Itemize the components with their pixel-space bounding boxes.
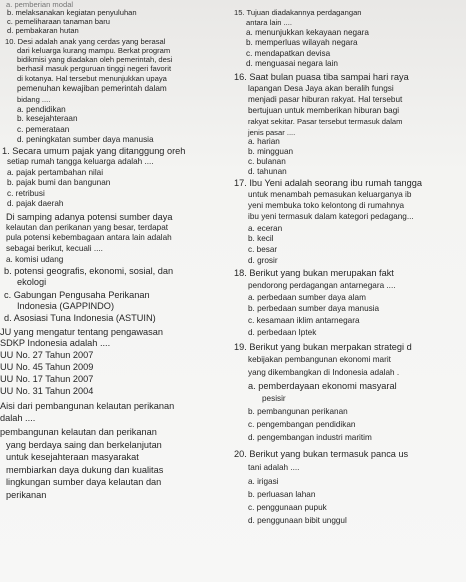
option-line: c. bulanan	[248, 157, 286, 166]
option-line: d. peningkatan sumber daya manusia	[17, 135, 154, 144]
option-line: d. pajak daerah	[7, 199, 64, 208]
question-line: bidang ....	[17, 95, 51, 104]
option-line: c. pemerataan	[17, 125, 70, 134]
option-line: d. pembakaran hutan	[7, 26, 79, 35]
question-line: kelautan dan perikanan yang besar, terdapat	[6, 223, 169, 232]
question-line: dalah ....	[0, 413, 36, 423]
question-line: kebijakan pembangunan ekonomi marit	[248, 355, 391, 364]
question-line: 18. Berikut yang bukan merupakan fakt	[234, 268, 394, 278]
option-line: b. melaksanakan kegiatan penyuluhan	[7, 8, 137, 17]
option-line: pesisir	[262, 394, 286, 403]
option-line: c. Gabungan Pengusaha Perikanan	[4, 290, 150, 300]
option-line: c. penggunaan pupuk	[248, 503, 327, 512]
option-line: a. pemberian modal	[6, 0, 74, 9]
question-line: 17. Ibu Yeni adalah seorang ibu rumah tangga	[234, 178, 422, 188]
option-line: UU No. 45 Tahun 2009	[0, 362, 94, 372]
question-line: menjadi pasar hiburan rakyat. Hal tersebut	[248, 95, 403, 104]
question-line: rakyat sekitar. Pasar tersebut termasuk dalam	[248, 117, 403, 126]
question-line: 19. Berikut yang bukan merpakan strategi d	[234, 342, 412, 352]
question-line: ibu yeni termasuk dalam kategori pedagang...	[248, 212, 414, 221]
option-line: a. komisi udang	[6, 255, 64, 264]
option-line: c. mendapatkan devisa	[246, 49, 331, 58]
option-line: c. pemeliharaan tanaman baru	[7, 17, 111, 26]
option-line: c. besar	[248, 245, 278, 254]
question-line: Di samping adanya potensi sumber daya	[6, 212, 173, 222]
option-line: membiarkan daya dukung dan kualitas	[6, 465, 164, 475]
option-line: a. pendidikan	[17, 105, 66, 114]
option-line: UU No. 31 Tahun 2004	[0, 386, 94, 396]
question-line: untuk menambah pemasukan keluarganya ib	[248, 190, 412, 199]
option-line: a. perbedaan sumber daya alam	[248, 293, 366, 302]
option-line: a. pemberdayaan ekonomi masyaral	[248, 381, 397, 391]
question-line: pendorong perdagangan antarnegara ....	[248, 281, 396, 290]
question-line: 16. Saat bulan puasa tiba sampai hari raya	[234, 72, 409, 82]
option-line: b. kecil	[248, 234, 274, 243]
question-line: yang dikembangkan di Indonesia adalah .	[248, 368, 400, 377]
question-line: lapangan Desa Jaya akan beralih fungsi	[248, 84, 394, 93]
question-line: bidikmisi yang diadakan oleh pemerintah, desi	[17, 55, 173, 64]
option-line: untuk kesejahteraan masyarakat	[6, 452, 139, 462]
question-line: setiap rumah tangga keluarga adalah ....	[7, 157, 154, 166]
question-line: 10. Desi adalah anak yang cerdas yang berasal	[5, 37, 166, 46]
option-line: d. menguasai negara lain	[246, 59, 338, 68]
question-line: 20. Berikut yang bukan termasuk panca us	[234, 449, 409, 459]
question-line: antara lain ....	[246, 18, 293, 27]
question-line: pula potensi kebembagaan antara lain adalah	[6, 233, 172, 242]
option-line: a. pajak pertambahan nilai	[7, 168, 104, 177]
option-line: d. Asosiasi Tuna Indonesia (ASTUIN)	[4, 313, 156, 323]
option-line: d. pengembangan industri maritim	[248, 433, 372, 442]
option-line: c. retribusi	[7, 189, 45, 198]
question-line: berhasil masuk perguruan tinggi negeri favorit	[17, 64, 172, 73]
option-line: a. eceran	[248, 224, 283, 233]
question-line: sebagai berikut, kecuali ....	[6, 244, 103, 253]
option-line: c. pengembangan pendidikan	[248, 420, 356, 429]
question-line: Aisi dari pembangunan kelautan perikanan	[0, 401, 175, 411]
question-line: SDKP Indonesia adalah ....	[0, 338, 111, 348]
option-line: d. tahunan	[248, 167, 287, 176]
option-line: d. perbedaan Iptek	[248, 328, 317, 337]
option-line: ekologi	[17, 277, 47, 287]
option-line: b. potensi geografis, ekonomi, sosial, dan	[4, 266, 174, 276]
question-line: bertujuan untuk memberikan hiburan bagi	[248, 106, 400, 115]
question-line: JU yang mengatur tentang pengawasan	[0, 327, 163, 337]
option-line: c. kesamaan iklim antarnegara	[248, 316, 360, 325]
option-line: d. grosir	[248, 256, 278, 265]
option-line: b. perbedaan sumber daya manusia	[248, 304, 380, 313]
option-line: b. kesejahteraan	[17, 114, 78, 123]
option-line: UU No. 27 Tahun 2007	[0, 350, 94, 360]
question-line: 15. Tujuan diadakannya perdagangan	[234, 8, 362, 17]
option-line: d. penggunaan bibit unggul	[248, 516, 347, 525]
option-line: b. memperluas wilayah negara	[246, 38, 358, 47]
option-line: b. pajak bumi dan bangunan	[7, 178, 111, 187]
question-line: jenis pasar ....	[248, 128, 296, 137]
question-line: pemenuhan kewajiban pemerintah dalam	[17, 84, 167, 93]
question-line: dari keluarga kurang mampu. Berkat program	[17, 46, 171, 55]
question-line: 1. Secara umum pajak yang ditanggung oreh	[2, 146, 186, 156]
option-line: yang berdaya saing dan berkelanjutan	[6, 440, 162, 450]
option-line: a. harian	[248, 137, 280, 146]
option-line: a. menunjukkan kekayaan negara	[246, 28, 369, 37]
option-line: Indonesia (GAPPINDO)	[17, 301, 115, 311]
question-line: di kotanya. Hal tersebut menunjukkan upaya	[17, 74, 167, 83]
option-line: lingkungan sumber daya kelautan dan	[6, 477, 162, 487]
question-line: tani adalah ....	[248, 463, 300, 472]
question-line: yeni membuka toko kelontong di rumahnya	[248, 201, 405, 210]
option-line: b. pembangunan perikanan	[248, 407, 348, 416]
option-line: perikanan	[6, 490, 47, 500]
option-line: b. mingguan	[248, 147, 294, 156]
option-line: a. irigasi	[248, 477, 279, 486]
option-line: b. perluasan lahan	[248, 490, 316, 499]
option-line: UU No. 17 Tahun 2007	[0, 374, 94, 384]
option-line: pembangunan kelautan dan perikanan	[0, 427, 157, 437]
